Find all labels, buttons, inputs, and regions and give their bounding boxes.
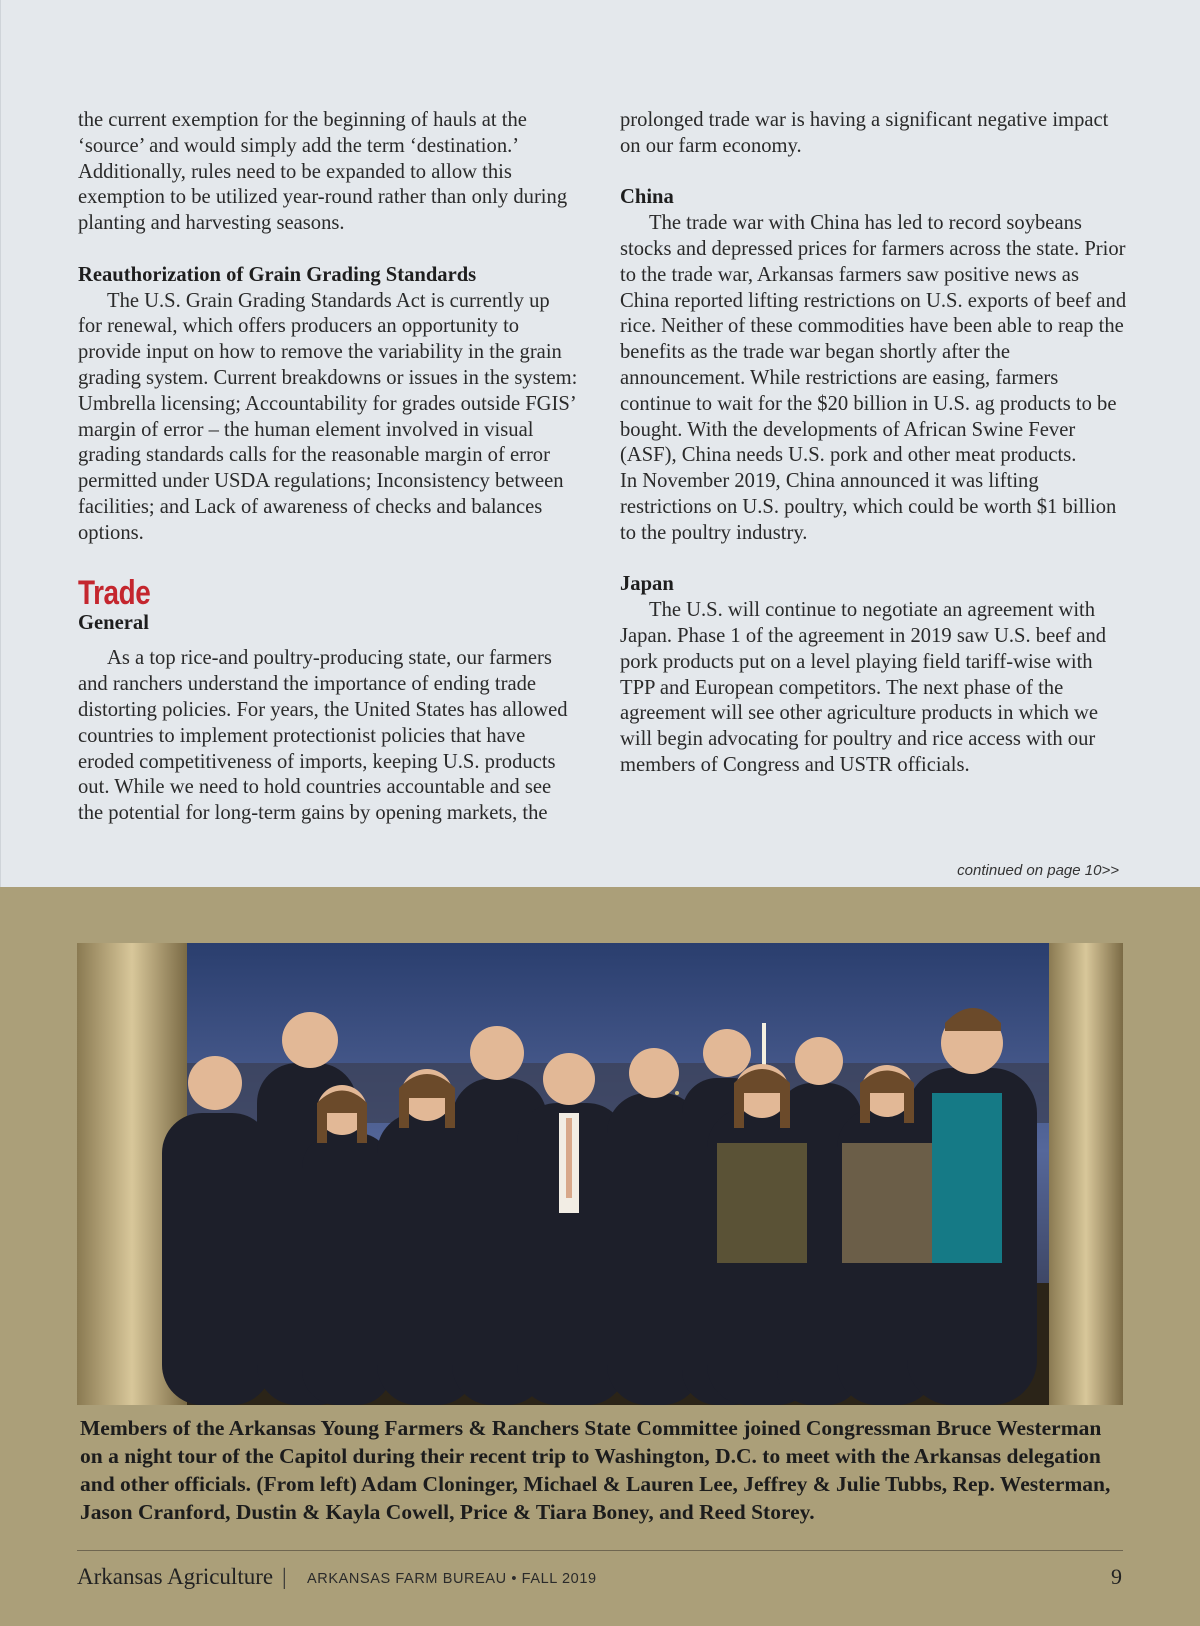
right-intro-paragraph: prolonged trade war is having a significant negative impact on our farm economy. — [620, 109, 1109, 157]
footer-divider — [77, 1550, 1123, 1551]
footer-separator: | — [282, 1564, 287, 1589]
footer-magazine-title: Arkansas Agriculture — [77, 1564, 274, 1589]
japan-paragraph: The U.S. will continue to negotiate an agreement with Japan. Phase 1 of the agreement in 2019 saw U.S. beef and pork products put on a level playing field tariff-wise with TPP and European competitors. The next phase of the agreement will see other agriculture products in which we will begin advocating for poultry and rice access with our members of Congress and USTR officials. — [620, 599, 1107, 776]
group-photo-illustration — [77, 943, 1123, 1405]
general-heading: General — [78, 611, 149, 634]
china-paragraph: The trade war with China has led to record soybeans stocks and depressed prices for farmers across the state. Prior to the trade war, Arkansas farmers saw positive news as China reported lifting restrictions on U.S. exports of beef and rice. Neither of these commodities have been able to reap the benefits as the trade war began shortly after the announcement. While restrictions are easing, farmers continue to wait for the $20 billion in U.S. ag products to be bought. With the developments of African Swine Fever (ASF), China needs U.S. pork and other meat products. — [620, 212, 1127, 467]
japan-heading: Japan — [620, 573, 674, 596]
grain-grading-paragraph: The U.S. Grain Grading Standards Act is currently up for renewal, which offers producers an opportunity to provide input on how to remove the variability in the grain grading system. Current breakdowns or issues in the system: Umbrella licensing; Accountability for grades outside FGIS’ margin of error – the human element involved in visual grading standards calls for the reasonable margin of error permitted under USDA regulations; Inconsistency between facilities; and Lack of awareness of checks and balances options. — [78, 289, 578, 544]
trade-section-title: Trade — [78, 573, 151, 612]
right-column — [620, 108, 1130, 779]
china-paragraph-2: In November 2019, China announced it was lifting restrictions on U.S. poultry, which could be worth $1 billion to the poultry industry. — [620, 470, 1117, 544]
general-paragraph: As a top rice-and poultry-producing state, our farmers and ranchers understand the importance of ending trade distorting policies. For years, the United States has allowed countries to implement protectionist policies that have eroded competitiveness of imports, keeping U.S. products out. While we need to hold countries accountable and see the potential for long-term gains by opening markets, the — [78, 647, 568, 825]
china-heading: China — [620, 186, 674, 209]
group-photo — [77, 943, 1123, 1405]
grain-grading-heading: Reauthorization of Grain Grading Standards — [78, 263, 477, 286]
left-intro-paragraph: the current exemption for the beginning of hauls at the ‘source’ and would simply add the term ‘destination.’ Additionally, rules need to be expanded to allow this exemption to be utilized year-round rather than only during planting and harvesting seasons. — [78, 109, 568, 235]
photo-caption: Members of the Arkansas Young Farmers & Ranchers State Committee joined Congressman Bruce Westerman on a night tour of the Capitol during their recent trip to Washington, D.C. to meet with the Arkansas delegation and other officials. (From left) Adam Cloninger, Michael & Lauren Lee, Jeffrey & Julie Tubbs, Rep. Westerman, Jason Cranford, Dustin & Kayla Cowell, Price & Tiara Boney, and Reed Storey. — [80, 1416, 1111, 1524]
continued-note: continued on page 10>> — [957, 862, 1119, 879]
footer-publication: ARKANSAS FARM BUREAU • FALL 2019 — [307, 1571, 597, 1587]
left-column — [78, 108, 578, 827]
page-number: 9 — [1111, 1564, 1122, 1589]
